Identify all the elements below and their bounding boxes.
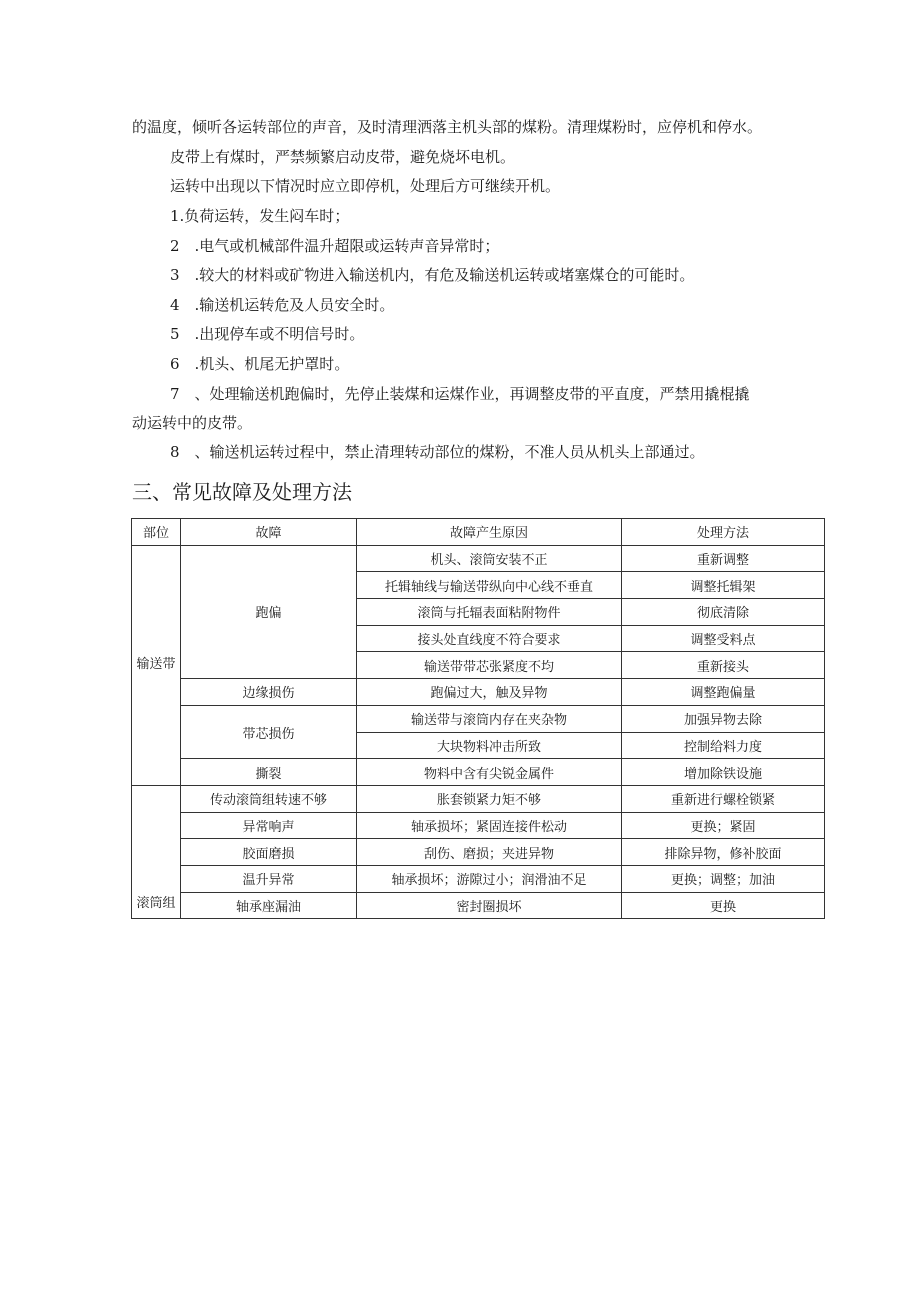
fault-cell: 异常响声: [181, 812, 357, 839]
cause-cell: 轴承损坏；紧固连接件松动: [357, 812, 622, 839]
fault-cell: 温升异常: [181, 865, 357, 892]
fault-cell: 撕裂: [181, 759, 357, 786]
fault-cell: 轴承座漏油: [181, 892, 357, 919]
header-cause: 故障产生原因: [357, 519, 622, 546]
fault-cell-deviation: 跑偏: [181, 545, 357, 678]
fault-table: [131, 518, 825, 919]
table-row: [132, 785, 825, 812]
list-item-4: 4 .输送机运转危及人员安全时。: [170, 296, 395, 314]
table-header-row: [132, 519, 825, 546]
cause-cell: 托辑轴线与输送带纵向中心线不垂直: [357, 572, 622, 599]
table-row: [132, 812, 825, 839]
header-part: 部位: [132, 519, 181, 546]
fix-cell: 增加除铁设施: [622, 759, 825, 786]
fix-cell: 更换: [622, 892, 825, 919]
fault-cell: 传动滚筒组转速不够: [181, 785, 357, 812]
fault-cell: 胶面磨损: [181, 839, 357, 866]
part-cell-belt: 输送带: [132, 545, 181, 785]
fix-cell: 更换；紧固: [622, 812, 825, 839]
fix-cell: 重新接头: [622, 652, 825, 679]
fix-cell: 调整受料点: [622, 625, 825, 652]
fault-cell: 边缘损伤: [181, 679, 357, 706]
paragraph-1: 的温度，倾听各运转部位的声音，及时清理洒落主机头部的煤粉。清理煤粉时，应停机和停水。: [132, 118, 763, 136]
table-row: [132, 865, 825, 892]
cause-cell: 输送带与滚筒内存在夹杂物: [357, 705, 622, 732]
table-row: [132, 545, 825, 572]
cause-cell: 大块物料冲击所致: [357, 732, 622, 759]
section-heading: 三、常见故障及处理方法: [132, 480, 352, 504]
list-item-5: 5 .出现停车或不明信号时。: [170, 325, 365, 343]
table-row: [132, 679, 825, 706]
cause-cell: 跑偏过大，触及异物: [357, 679, 622, 706]
cause-cell: 机头、滚筒安装不正: [357, 545, 622, 572]
fix-cell: 排除异物，修补胶面: [622, 839, 825, 866]
list-item-3: 3 .较大的材料或矿物进入输送机内，有危及输送机运转或堵塞煤仓的可能时。: [170, 266, 695, 284]
fix-cell: 调整托辑架: [622, 572, 825, 599]
list-item-7: 7 、处理输送机跑偏时，先停止装煤和运煤作业，再调整皮带的平直度，严禁用撬棍撬: [170, 385, 750, 403]
part-cell-drum: 滚筒组: [132, 785, 181, 918]
list-item-6: 6 .机头、机尾无护罩时。: [170, 355, 350, 373]
header-fault: 故障: [181, 519, 357, 546]
cause-cell: 物料中含有尖锐金属件: [357, 759, 622, 786]
list-item-2: 2 .电气或机械部件温升超限或运转声音异常时；: [170, 237, 500, 255]
fix-cell: 重新调整: [622, 545, 825, 572]
fault-cell-core: 带芯损伤: [181, 705, 357, 758]
table-row: [132, 705, 825, 732]
table-row: [132, 892, 825, 919]
fix-cell: 更换；调整；加油: [622, 865, 825, 892]
list-item-7-continued: 动运转中的皮带。: [132, 414, 253, 432]
fix-cell: 控制给料力度: [622, 732, 825, 759]
fix-cell: 调整跑偏量: [622, 679, 825, 706]
cause-cell: 密封圈损坏: [357, 892, 622, 919]
cause-cell: 刮伤、磨损；夹进异物: [357, 839, 622, 866]
fix-cell: 彻底清除: [622, 599, 825, 626]
cause-cell: 输送带带芯张紧度不均: [357, 652, 622, 679]
header-fix: 处理方法: [622, 519, 825, 546]
fix-cell: 加强异物去除: [622, 705, 825, 732]
fix-cell: 重新进行螺栓锁紧: [622, 785, 825, 812]
cause-cell: 胀套锁紧力矩不够: [357, 785, 622, 812]
paragraph-3: 运转中出现以下情况时应立即停机，处理后方可继续开机。: [170, 177, 561, 195]
paragraph-2: 皮带上有煤时，严禁频繁启动皮带，避免烧坏电机。: [170, 148, 516, 166]
cause-cell: 接头处直线度不符合要求: [357, 625, 622, 652]
cause-cell: 滚筒与托辐表面粘附物件: [357, 599, 622, 626]
table-row: [132, 759, 825, 786]
list-item-8: 8 、输送机运转过程中，禁止清理转动部位的煤粉，不准人员从机头上部通过。: [170, 443, 705, 461]
table-row: [132, 839, 825, 866]
cause-cell: 轴承损坏；游隙过小；润滑油不足: [357, 865, 622, 892]
list-item-1: 1.负荷运转，发生闷车时；: [170, 207, 350, 225]
